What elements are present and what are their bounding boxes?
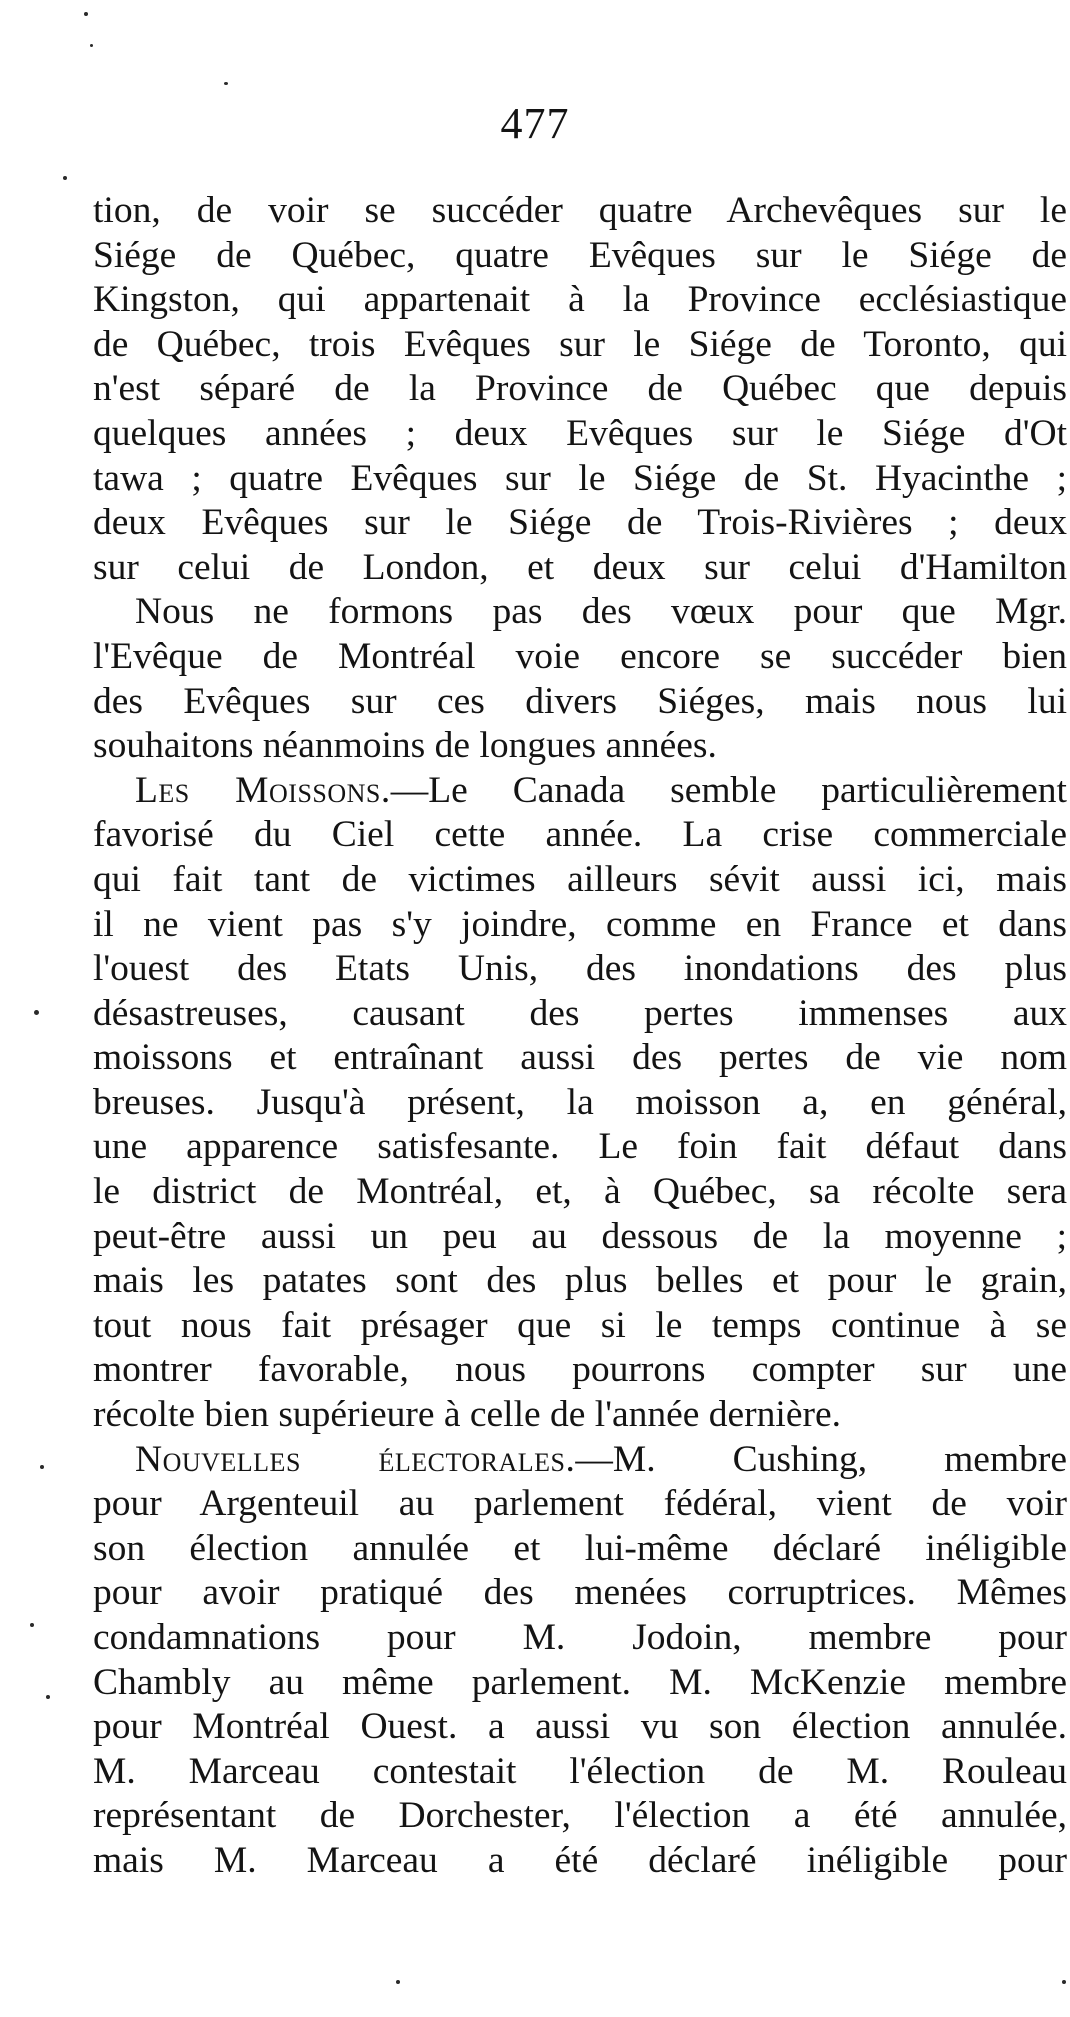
text-line: quelques années ; deux Evêques sur le Siége d'Ot [93,412,1067,454]
text-line: une apparence satisfesante. Le foin fait défaut dans [93,1126,1067,1168]
text-line: pour Argenteuil au parlement fédéral, vient de voir [93,1483,1067,1525]
text-line: mais les patates sont des plus belles et pour le grain, [93,1260,1067,1302]
text-line: Kingston, qui appartenait à la Province ecclésiastique [93,279,1067,321]
text-line: souhaitons néanmoins de longues années. [93,725,717,767]
text-line: pour Montréal Ouest. a aussi vu son élection annulée. [93,1706,1067,1748]
text-line: n'est séparé de la Province de Québec que depuis [93,368,1067,410]
section-heading-moissons: Les Moissons. [135,769,391,811]
text-line: mais M. Marceau a été déclaré inéligible pour [93,1839,1067,1881]
text-line: il ne vient pas s'y joindre, comme en France et dans [93,903,1067,945]
text-line: Nous ne formons pas des vœux pour que Mgr. [135,591,1067,633]
text-line: tout nous fait présager que si le temps continue à se [93,1304,1067,1346]
text-line: condamnations pour M. Jodoin, membre pour [93,1617,1067,1658]
text-line: le district de Montréal, et, à Québec, sa récolte sera [93,1171,1067,1213]
text-line: pour avoir pratiqué des menées corruptrices. Mêmes [93,1572,1067,1614]
section-first-line [93,769,1067,814]
text-line: —M. Cushing, membre [575,1438,1067,1480]
page-number: 477 [500,99,570,148]
text-line: tion, de voir se succéder quatre Archevêques sur le [93,190,1067,231]
body-text [93,189,1067,1884]
text-line: deux Evêques sur le Siége de Trois-Rivières ; deux [93,502,1067,544]
text-line: qui fait tant de victimes ailleurs sévit aussi ici, mais [93,858,1067,900]
text-line: récolte bien supérieure à celle de l'année dernière. [93,1394,841,1436]
text-line: désastreuses, causant des pertes immenses aux [93,992,1067,1034]
text-line: Chambly au même parlement. M. McKenzie membre [93,1661,1067,1703]
text-line: des Evêques sur ces divers Siéges, mais nous lui [93,680,1067,722]
text-line: l'ouest des Etats Unis, des inondations des plus [93,948,1067,990]
text-line: montrer favorable, nous pourrons compter sur une [93,1349,1067,1391]
text-line: —Le Canada semble particulièrement [390,769,1067,811]
text-line: moissons et entraînant aussi des pertes de vie nom [93,1037,1067,1079]
text-line: favorisé du Ciel cette année. La crise commerciale [93,814,1067,856]
text-line: représentant de Dorchester, l'élection a été annulée, [93,1795,1067,1837]
text-line: de Québec, trois Evêques sur le Siége de Toronto, qui [93,323,1067,365]
text-line: M. Marceau contestait l'élection de M. Rouleau [93,1750,1067,1792]
text-line: peut-être aussi un peu au dessous de la moyenne ; [93,1215,1067,1257]
text-line: Siége de Québec, quatre Evêques sur le Siége de [93,234,1067,276]
text-line: sur celui de London, et deux sur celui d'Hamilton [93,546,1067,588]
text-line: son élection annulée et lui-même déclaré inéligible [93,1527,1067,1569]
text-line: breuses. Jusqu'à présent, la moisson a, en général, [93,1081,1067,1123]
text-line: l'Evêque de Montréal voie encore se succéder bien [93,635,1067,677]
section-first-line [93,1438,1067,1483]
section-heading-nouvelles: Nouvelles électorales. [135,1438,576,1480]
text-line: tawa ; quatre Evêques sur le Siége de St. Hyacinthe ; [93,457,1067,499]
